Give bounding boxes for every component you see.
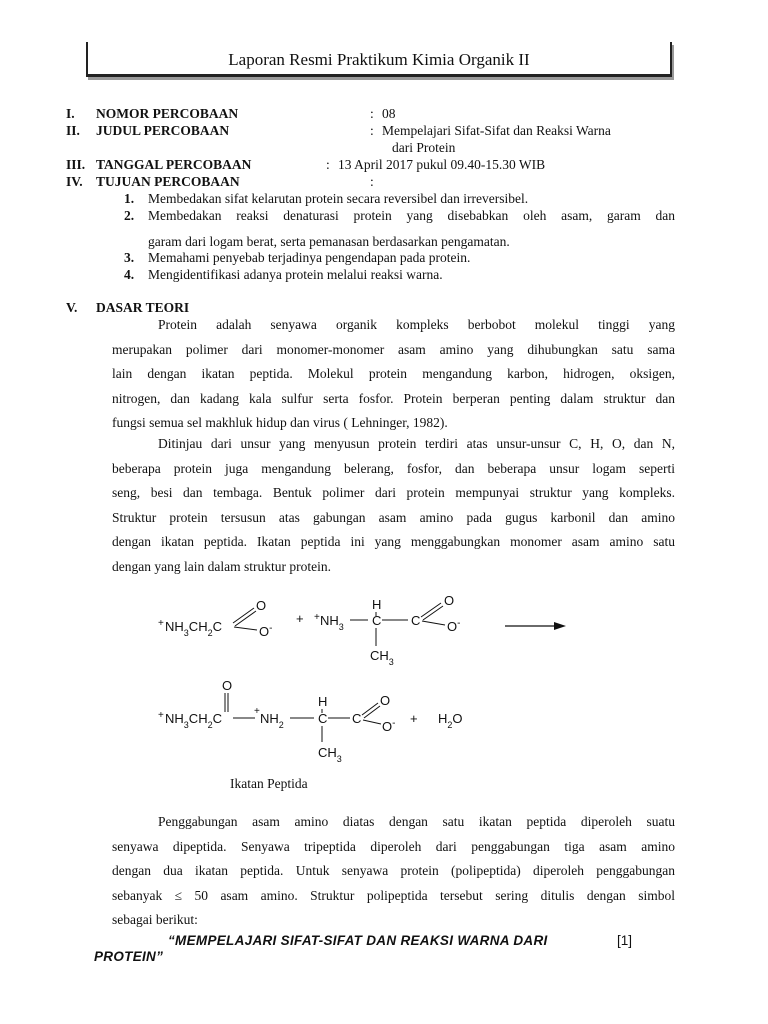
product-nh2: $NH_2$	[260, 711, 284, 730]
product-ch3: $CH_3$	[318, 745, 342, 764]
footer-title-cont: PROTEIN”	[94, 949, 164, 964]
objective-text-2: Membedakan reaksi denaturasi protein yang disebabkan oleh asam, garam dan	[148, 208, 675, 223]
product-h: H	[318, 694, 328, 709]
paragraph-line: Ditinjau dari unsur yang menyusun protein terdiri atas unsur-unsur C, H, O, dan N,	[158, 436, 675, 451]
product-oxide: O-	[382, 717, 396, 734]
info-sep-1: :	[370, 106, 374, 121]
paragraph-line: dengan ikatan peptida. Ikatan peptida ini yang menggabungkan monomer asam amino satu	[112, 534, 675, 549]
paragraph-line: sebagai berikut:	[112, 912, 198, 927]
paragraph-line: beberapa protein juga mengandung belerang, fosfor, dan beberapa unsur logam seperti	[112, 460, 675, 476]
plus-sign: +	[410, 711, 418, 726]
reactant-1-oxygen: O	[256, 598, 267, 613]
objective-num-4: 4.	[124, 267, 135, 282]
section-num-5: V.	[66, 300, 78, 315]
charge-plus: +	[158, 618, 164, 629]
info-label-tanggal: TANGGAL PERCOBAAN	[96, 157, 252, 172]
paragraph-2	[112, 432, 675, 579]
reactant-2-oxygen: O	[444, 593, 455, 608]
objective-num-2: 2.	[124, 208, 135, 223]
charge-plus: +	[314, 612, 320, 623]
water-formula: $H_2O$	[438, 711, 463, 730]
paragraph-line: Struktur protein tersusun atas gabungan asam amino pada gugus karbonil dan amino	[112, 509, 675, 525]
paragraph-line: senyawa dipeptida. Senyawa tripeptida diperoleh dari penggabungan tiga asam amino	[112, 838, 675, 854]
objective-text-2-cont: garam dari logam berat, serta pemanasan berdasarkan pengamatan.	[148, 234, 510, 249]
info-label-judul: JUDUL PERCOBAAN	[96, 123, 230, 138]
arrow-head-icon	[554, 622, 566, 630]
product-top-oxygen: O	[222, 678, 233, 693]
plus-sign: +	[296, 611, 304, 626]
product-c2: C	[352, 711, 362, 726]
paragraph-line: nitrogen, dan kadang kala sulfur serta fosfor. Protein berperan penting dalam struktur dan	[112, 390, 675, 406]
product-c: C	[318, 711, 328, 726]
objective-text-1: Membedakan sifat kelarutan protein secara reversibel dan irreversibel.	[148, 191, 529, 206]
paragraph-line: Penggabungan asam amino diatas dengan satu ikatan peptida diperoleh suatu	[158, 814, 675, 829]
bond-double-a	[233, 608, 254, 623]
info-sep-2: :	[370, 123, 374, 138]
reactant-2-h: H	[372, 597, 382, 612]
reactant-2-c2: C	[411, 613, 421, 628]
info-value-tanggal: 13 April 2017 pukul 09.40-15.30 WIB	[338, 157, 546, 172]
bond-double-b	[235, 611, 256, 626]
reactant-2-c: C	[372, 613, 382, 628]
info-label-tujuan: TUJUAN PERCOBAAN	[96, 174, 240, 189]
paragraph-line: sebanyak ≤ 50 asam amino. Struktur polipeptida tersebut sering ditulis dengan simbol	[112, 887, 675, 903]
info-sep-4: :	[370, 174, 374, 189]
footer-title: “MEMPELAJARI SIFAT-SIFAT DAN REAKSI WARNA DARI	[168, 933, 548, 948]
info-num-4: IV.	[66, 174, 83, 189]
paragraph-1	[112, 313, 675, 436]
section-title-dasar-teori: DASAR TEORI	[96, 300, 190, 315]
reactant-2-nh3: $NH_3$	[320, 613, 344, 632]
product-formula: $NH_3CH_2C$	[165, 711, 222, 730]
objective-num-3: 3.	[124, 250, 135, 265]
footer-page-number: [1]	[617, 933, 633, 948]
paragraph-line: dengan yang lain dalam struktur protein.	[112, 558, 331, 574]
objective-text-4: Mengidentifikasi adanya protein melalui reaksi warna.	[148, 267, 443, 282]
paragraph-line: merupakan polimer dari monomer-monomer asam amino yang dihubungkan satu sama	[112, 341, 675, 357]
paragraph-line: lain dengan ikatan peptida. Molekul protein mengandung karbon, hidrogen, oksigen,	[112, 366, 675, 381]
info-label-nomor: NOMOR PERCOBAAN	[96, 106, 239, 121]
page-header	[86, 42, 672, 77]
paragraph-line: fungsi semua sel makhluk hidup dan virus ( Lehninger, 1982).	[112, 415, 448, 430]
info-num-3: III.	[66, 157, 86, 172]
header-title: Laporan Resmi Praktikum Kimia Organik II	[228, 50, 530, 69]
objective-text-3: Memahami penyebab terjadinya pengendapan pada protein.	[148, 250, 471, 265]
info-value-nomor: 08	[382, 106, 396, 121]
charge-plus: +	[158, 710, 164, 721]
paragraph-3	[112, 810, 675, 933]
bond-single	[234, 627, 257, 630]
info-value-judul: Mempelajari Sifat-Sifat dan Reaksi Warna	[382, 123, 611, 138]
paragraph-line: Protein adalah senyawa organik kompleks berbobot molekul tinggi yang	[158, 317, 675, 332]
objective-num-1: 1.	[124, 191, 135, 206]
product-oxygen: O	[380, 693, 391, 708]
paragraph-line: dengan dua ikatan peptida. Untuk senyawa protein (polipeptida) diperoleh penggabungan	[112, 863, 675, 878]
paragraph-line: seng, besi dan tembaga. Bentuk polimer dari protein mempunyai struktur yang kompleks.	[112, 485, 675, 500]
info-num-2: II.	[66, 123, 80, 138]
diagram-caption: Ikatan Peptida	[230, 776, 308, 791]
reactant-2-ch3: $CH_3$	[370, 648, 394, 667]
bond-single	[422, 621, 445, 625]
reactant-2-oxide: O-	[447, 617, 461, 634]
reactant-1-formula: $NH_3CH_2C$	[165, 619, 222, 638]
reactant-1-oxide: O-	[259, 622, 273, 639]
bond-single	[363, 720, 381, 724]
info-num-1: I.	[66, 106, 75, 121]
info-sep-3: :	[326, 157, 330, 172]
charge-plus: +	[254, 706, 260, 717]
info-value-judul-cont: dari Protein	[392, 140, 456, 155]
peptide-reaction-diagram	[0, 590, 768, 790]
